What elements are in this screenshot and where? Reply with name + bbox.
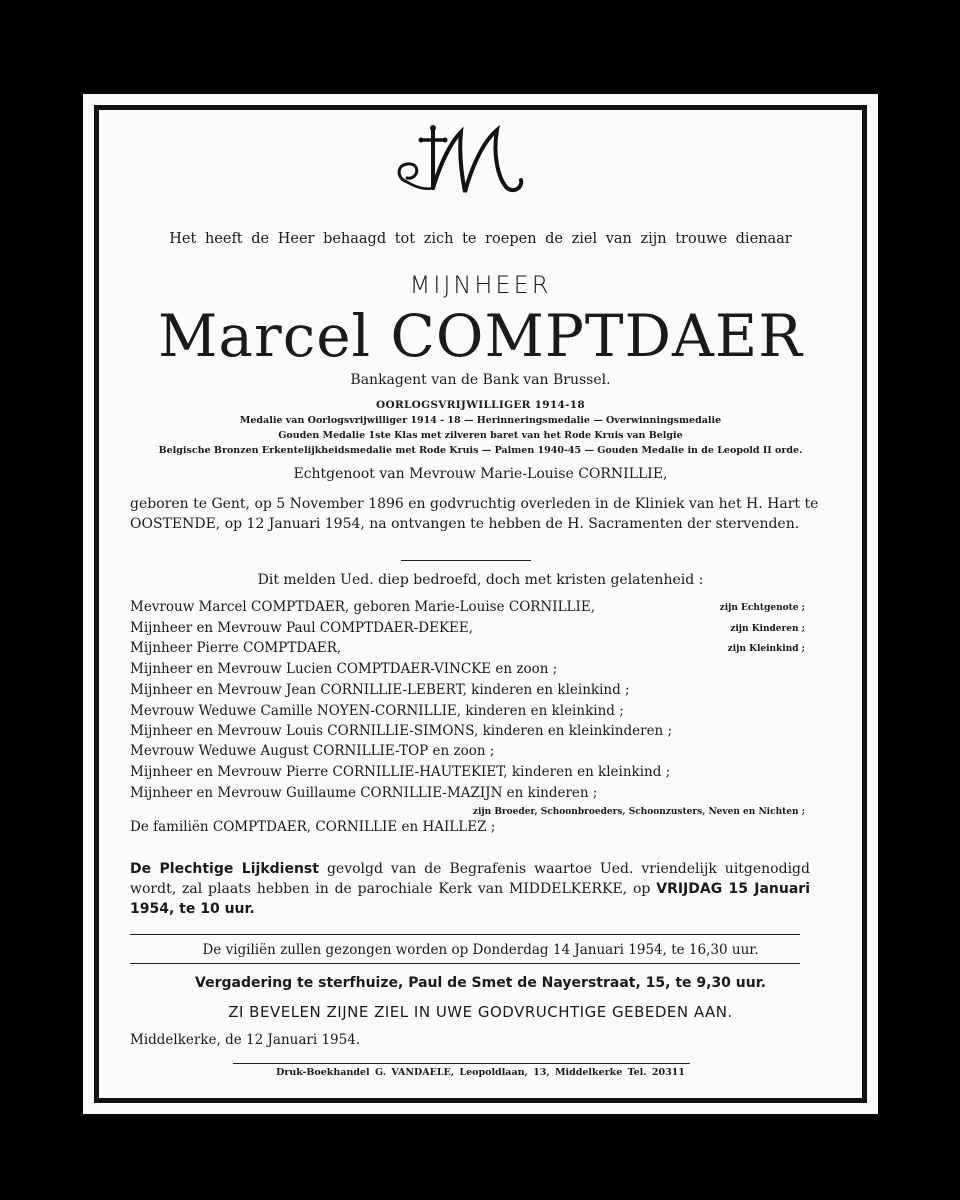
- family-line: Mijnheer en Mevrouw Lucien COMPTDAER-VINCKE en zoon ;: [130, 661, 558, 677]
- medals-line: Belgische Bronzen Erkentelijkheidsmedalie met Rode Kruis — Palmen 1940-45 — Gouden Medalie in de Leopold II orde.: [158, 445, 803, 456]
- family-line: Mijnheer en Mevrouw Guillaume CORNILLIE-MAZIJN en kinderen ;: [130, 785, 598, 801]
- families-line: De familiën COMPTDAER, CORNILLIE en HAILLEZ ;: [130, 819, 496, 835]
- prayer-request: ZI BEVELEN ZIJNE ZIEL IN UWE GODVRUCHTIGE GEBEDEN AAN.: [228, 1003, 733, 1021]
- deceased-name: Marcel COMPTDAER: [158, 302, 803, 370]
- family-line: Mijnheer en Mevrouw Pierre CORNILLIE-HAUTEKIET, kinderen en kleinkind ;: [130, 764, 671, 780]
- vigil-line: De vigiliën zullen gezongen worden op Donderdag 14 Januari 1954, te 16,30 uur.: [202, 942, 759, 958]
- birth-death-paragraph: geboren te Gent, op 5 November 1896 en godvruchtig overleden in de Kliniek van het H. Hart te OOSTENDE, op 12 Januari 1954, na ontvangen te hebben de H. Sacramenten der stervenden.: [130, 496, 819, 532]
- honorific: MIJNHEER: [409, 271, 552, 299]
- divider: [130, 963, 800, 964]
- family-relation-note: zijn Echtgenote ;: [719, 603, 805, 613]
- family-line: Mijnheer en Mevrouw Louis CORNILLIE-SIMONS, kinderen en kleinkinderen ;: [130, 723, 673, 739]
- family-relation-note: zijn Kleinkind ;: [727, 644, 805, 654]
- service-body: gevolgd van de Begrafenis waartoe Ued. vriendelijk uitgenodigd wordt, zal plaats hebben in de parochiale Kerk van MIDDELKERKE, op: [130, 861, 810, 897]
- divider: [233, 1063, 690, 1064]
- family-line: Mevrouw Weduwe Camille NOYEN-CORNILLIE, kinderen en kleinkind ;: [130, 703, 624, 719]
- family-line: Mevrouw Weduwe August CORNILLIE-TOP en zoon ;: [130, 743, 495, 759]
- service-lead: De Plechtige Lijkdienst: [130, 861, 319, 877]
- family-line: Mijnheer en Mevrouw Jean CORNILLIE-LEBERT, kinderen en kleinkind ;: [130, 682, 630, 698]
- family-line: Mevrouw Marcel COMPTDAER, geboren Marie-Louise CORNILLIE,: [130, 599, 595, 615]
- printer-imprint: Druk-Boekhandel G. VANDAELE, Leopoldlaan, 13, Middelkerke Tel. 20311: [276, 1067, 685, 1078]
- family-relation-note: zijn Kinderen ;: [730, 624, 805, 634]
- service-date: VRIJDAG 15 Januari 1954, te 10 uur.: [130, 881, 810, 917]
- intro-line: Het heeft de Heer behaagd tot zich te roepen de ziel van zijn trouwe dienaar: [169, 231, 792, 247]
- announcement-line: Dit melden Ued. diep bedroefd, doch met kristen gelatenheid :: [257, 572, 704, 588]
- meeting-line: Vergadering te sterfhuize, Paul de Smet de Nayerstraat, 15, te 9,30 uur.: [195, 975, 766, 991]
- family-line: Mijnheer en Mevrouw Paul COMPTDAER-DEKEE,: [130, 620, 474, 636]
- occupation: Bankagent van de Bank van Brussel.: [350, 372, 611, 388]
- relatives-note: zijn Broeder, Schoonbroeders, Schoonzusters, Neven en Nichten ;: [472, 807, 805, 817]
- divider: [130, 934, 800, 935]
- family-line: Mijnheer Pierre COMPTDAER,: [130, 640, 342, 656]
- divider: [401, 560, 531, 561]
- funeral-service-paragraph: [130, 859, 810, 919]
- place-date: Middelkerke, de 12 Januari 1954.: [130, 1032, 361, 1048]
- medals-line: Gouden Medalie 1ste Klas met zilveren baret van het Rode Kruis van Belgie: [278, 430, 683, 441]
- cross-monogram-icon: [389, 122, 539, 204]
- medals-line: Medalie van Oorlogsvrijwilliger 1914 - 18 — Herinneringsmedalie — Overwinningsmedalie: [239, 415, 722, 426]
- spouse-line: Echtgenoot van Mevrouw Marie-Louise CORNILLIE,: [293, 466, 668, 482]
- volunteer-title: OORLOGSVRIJWILLIGER 1914-18: [376, 399, 585, 411]
- death-notice-card: [83, 94, 878, 1114]
